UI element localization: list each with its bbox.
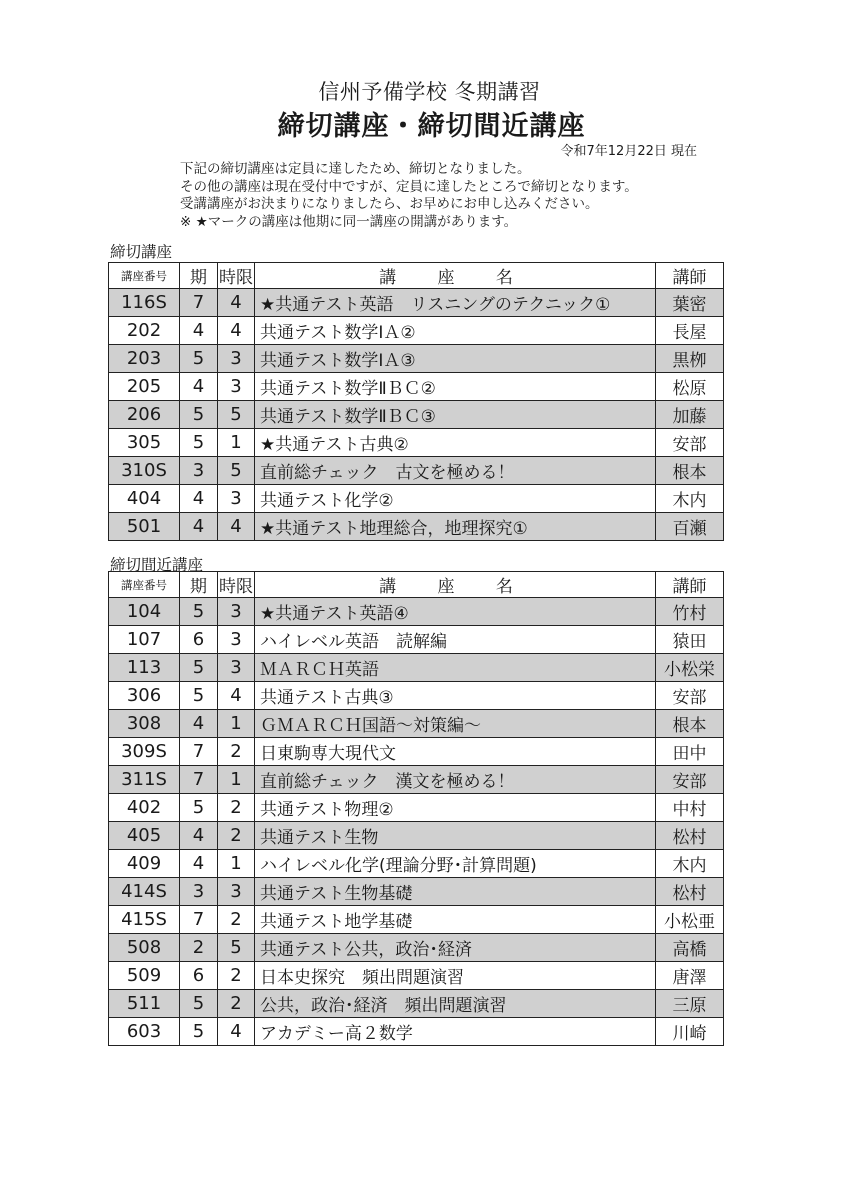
period-cell: 4 — [218, 289, 255, 317]
course-number-cell: 414S — [109, 878, 180, 906]
course-name-cell: ★共通テスト地理総合，地理探究① — [255, 513, 656, 541]
table-row — [109, 626, 724, 654]
teacher-cell: 百瀬 — [656, 513, 724, 541]
teacher-cell: 三原 — [656, 990, 724, 1018]
term-cell: 3 — [180, 457, 218, 485]
col-header-teacher: 講師 — [656, 263, 724, 289]
course-name-cell: 共通テスト化学② — [255, 485, 656, 513]
period-cell: 3 — [218, 654, 255, 682]
teacher-cell: 小松亜 — [656, 906, 724, 934]
table-row — [109, 682, 724, 710]
course-number-cell: 511 — [109, 990, 180, 1018]
teacher-cell: 竹村 — [656, 598, 724, 626]
course-name-cell: ★共通テスト英語④ — [255, 598, 656, 626]
course-name-cell: 公共，政治･経済 頻出問題演習 — [255, 990, 656, 1018]
term-cell: 3 — [180, 878, 218, 906]
period-cell: 1 — [218, 710, 255, 738]
course-name-cell: 共通テスト公共，政治･経済 — [255, 934, 656, 962]
near-section-label: 締切間近講座 — [110, 556, 204, 574]
table-row — [109, 766, 724, 794]
course-name-cell: ハイレベル英語 読解編 — [255, 626, 656, 654]
period-cell: 1 — [218, 850, 255, 878]
period-cell: 3 — [218, 626, 255, 654]
term-cell: 7 — [180, 766, 218, 794]
teacher-cell: 木内 — [656, 485, 724, 513]
col-header-course-name: 講 座 名 — [255, 263, 656, 289]
term-cell: 7 — [180, 738, 218, 766]
teacher-cell: 安部 — [656, 429, 724, 457]
notice-line: 下記の締切講座は定員に達したため、締切となりました。 — [180, 161, 531, 177]
course-number-cell: 409 — [109, 850, 180, 878]
course-number-cell: 404 — [109, 485, 180, 513]
course-number-cell: 205 — [109, 373, 180, 401]
period-cell: 5 — [218, 401, 255, 429]
course-name-cell: 日本史探究 頻出問題演習 — [255, 962, 656, 990]
teacher-cell: 唐澤 — [656, 962, 724, 990]
teacher-cell: 葉密 — [656, 289, 724, 317]
col-header-period: 時限 — [218, 263, 255, 289]
term-cell: 6 — [180, 962, 218, 990]
period-cell: 4 — [218, 682, 255, 710]
period-cell: 4 — [218, 513, 255, 541]
course-name-cell: 共通テスト物理② — [255, 794, 656, 822]
table-row — [109, 878, 724, 906]
course-number-cell: 309S — [109, 738, 180, 766]
table-row — [109, 289, 724, 317]
table-row — [109, 513, 724, 541]
col-header-number: 講座番号 — [109, 572, 180, 598]
teacher-cell: 加藤 — [656, 401, 724, 429]
term-cell: 7 — [180, 289, 218, 317]
course-name-cell: 共通テスト生物基礎 — [255, 878, 656, 906]
period-cell: 2 — [218, 962, 255, 990]
table-row — [109, 990, 724, 1018]
period-cell: 3 — [218, 598, 255, 626]
table-header-row — [109, 263, 724, 289]
course-name-cell: 共通テスト生物 — [255, 822, 656, 850]
term-cell: 4 — [180, 850, 218, 878]
course-number-cell: 203 — [109, 345, 180, 373]
term-cell: 5 — [180, 990, 218, 1018]
col-header-term: 期 — [180, 263, 218, 289]
term-cell: 5 — [180, 345, 218, 373]
table-row — [109, 1018, 724, 1046]
period-cell: 1 — [218, 429, 255, 457]
table-row — [109, 345, 724, 373]
table-row — [109, 401, 724, 429]
course-number-cell: 308 — [109, 710, 180, 738]
term-cell: 5 — [180, 598, 218, 626]
as-of-date: 令和7年12月22日 現在 — [560, 144, 697, 159]
course-number-cell: 305 — [109, 429, 180, 457]
course-number-cell: 116S — [109, 289, 180, 317]
course-name-cell: 共通テスト数学ⅡＢＣ② — [255, 373, 656, 401]
term-cell: 4 — [180, 485, 218, 513]
course-name-cell: 共通テスト数学ⅡＢＣ③ — [255, 401, 656, 429]
table-row — [109, 654, 724, 682]
course-name-cell: 共通テスト地学基礎 — [255, 906, 656, 934]
table-row — [109, 738, 724, 766]
teacher-cell: 猿田 — [656, 626, 724, 654]
term-cell: 5 — [180, 401, 218, 429]
course-number-cell: 306 — [109, 682, 180, 710]
term-cell: 5 — [180, 682, 218, 710]
table-row — [109, 317, 724, 345]
course-name-cell: 直前総チェック 古文を極める！ — [255, 457, 656, 485]
notice-text — [180, 161, 638, 231]
school-title: 信州予備学校 冬期講習 — [318, 80, 541, 104]
period-cell: 3 — [218, 345, 255, 373]
table-row — [109, 962, 724, 990]
term-cell: 5 — [180, 794, 218, 822]
period-cell: 2 — [218, 794, 255, 822]
period-cell: 2 — [218, 738, 255, 766]
table-row — [109, 934, 724, 962]
col-header-teacher: 講師 — [656, 572, 724, 598]
table-row — [109, 429, 724, 457]
term-cell: 6 — [180, 626, 218, 654]
table-row — [109, 906, 724, 934]
period-cell: 2 — [218, 822, 255, 850]
period-cell: 3 — [218, 878, 255, 906]
teacher-cell: 松原 — [656, 373, 724, 401]
course-number-cell: 206 — [109, 401, 180, 429]
notice-line: 受講講座がお決まりになりましたら、お早めにお申し込みください。 — [180, 196, 599, 212]
teacher-cell: 川崎 — [656, 1018, 724, 1046]
course-number-cell: 415S — [109, 906, 180, 934]
teacher-cell: 田中 — [656, 738, 724, 766]
course-name-cell: ＭＡＲＣＨ英語 — [255, 654, 656, 682]
teacher-cell: 安部 — [656, 766, 724, 794]
course-number-cell: 107 — [109, 626, 180, 654]
course-name-cell: 共通テスト古典③ — [255, 682, 656, 710]
term-cell: 4 — [180, 317, 218, 345]
col-header-period: 時限 — [218, 572, 255, 598]
closed-section-label: 締切講座 — [110, 243, 173, 261]
teacher-cell: 根本 — [656, 710, 724, 738]
teacher-cell: 長屋 — [656, 317, 724, 345]
period-cell: 4 — [218, 317, 255, 345]
col-header-number: 講座番号 — [109, 263, 180, 289]
term-cell: 7 — [180, 906, 218, 934]
near-closing-courses-table — [108, 571, 724, 1046]
table-row — [109, 710, 724, 738]
course-number-cell: 405 — [109, 822, 180, 850]
notice-line: ※ ★マークの講座は他期に同一講座の開講があります。 — [180, 213, 518, 230]
course-number-cell: 402 — [109, 794, 180, 822]
course-number-cell: 508 — [109, 934, 180, 962]
course-name-cell: 共通テスト数学ⅠＡ③ — [255, 345, 656, 373]
teacher-cell: 高橋 — [656, 934, 724, 962]
teacher-cell: 木内 — [656, 850, 724, 878]
term-cell: 5 — [180, 429, 218, 457]
teacher-cell: 松村 — [656, 822, 724, 850]
term-cell: 4 — [180, 513, 218, 541]
teacher-cell: 小松栄 — [656, 654, 724, 682]
col-header-course-name: 講 座 名 — [255, 572, 656, 598]
teacher-cell: 松村 — [656, 878, 724, 906]
period-cell: 3 — [218, 373, 255, 401]
course-number-cell: 113 — [109, 654, 180, 682]
term-cell: 5 — [180, 1018, 218, 1046]
table-row — [109, 822, 724, 850]
table-row — [109, 485, 724, 513]
table-row — [109, 598, 724, 626]
teacher-cell: 黒栁 — [656, 345, 724, 373]
period-cell: 2 — [218, 990, 255, 1018]
table-row — [109, 794, 724, 822]
course-number-cell: 310S — [109, 457, 180, 485]
course-number-cell: 509 — [109, 962, 180, 990]
notice-line: その他の講座は現在受付中ですが、定員に達したところで締切となります。 — [180, 178, 638, 195]
term-cell: 5 — [180, 654, 218, 682]
period-cell: 4 — [218, 1018, 255, 1046]
main-title: 締切講座・締切間近講座 — [277, 111, 586, 142]
table-row — [109, 373, 724, 401]
term-cell: 4 — [180, 822, 218, 850]
term-cell: 2 — [180, 934, 218, 962]
course-number-cell: 311S — [109, 766, 180, 794]
course-name-cell: ＧＭＡＲＣＨ国語～対策編～ — [255, 710, 656, 738]
period-cell: 5 — [218, 934, 255, 962]
teacher-cell: 中村 — [656, 794, 724, 822]
period-cell: 2 — [218, 906, 255, 934]
course-name-cell: 直前総チェック 漢文を極める！ — [255, 766, 656, 794]
course-name-cell: ハイレベル化学(理論分野･計算問題) — [255, 850, 656, 878]
table-header-row — [109, 572, 724, 598]
term-cell: 4 — [180, 373, 218, 401]
course-name-cell: ★共通テスト英語 リスニングのテクニック① — [255, 289, 656, 317]
course-number-cell: 501 — [109, 513, 180, 541]
course-number-cell: 104 — [109, 598, 180, 626]
course-name-cell: 日東駒専大現代文 — [255, 738, 656, 766]
col-header-term: 期 — [180, 572, 218, 598]
teacher-cell: 根本 — [656, 457, 724, 485]
term-cell: 4 — [180, 710, 218, 738]
course-name-cell: アカデミー高２数学 — [255, 1018, 656, 1046]
teacher-cell: 安部 — [656, 682, 724, 710]
period-cell: 1 — [218, 766, 255, 794]
table-row — [109, 850, 724, 878]
course-number-cell: 202 — [109, 317, 180, 345]
course-name-cell: 共通テスト数学ⅠＡ② — [255, 317, 656, 345]
course-number-cell: 603 — [109, 1018, 180, 1046]
period-cell: 3 — [218, 485, 255, 513]
closed-courses-table — [108, 262, 724, 541]
period-cell: 5 — [218, 457, 255, 485]
course-name-cell: ★共通テスト古典② — [255, 429, 656, 457]
table-row — [109, 457, 724, 485]
